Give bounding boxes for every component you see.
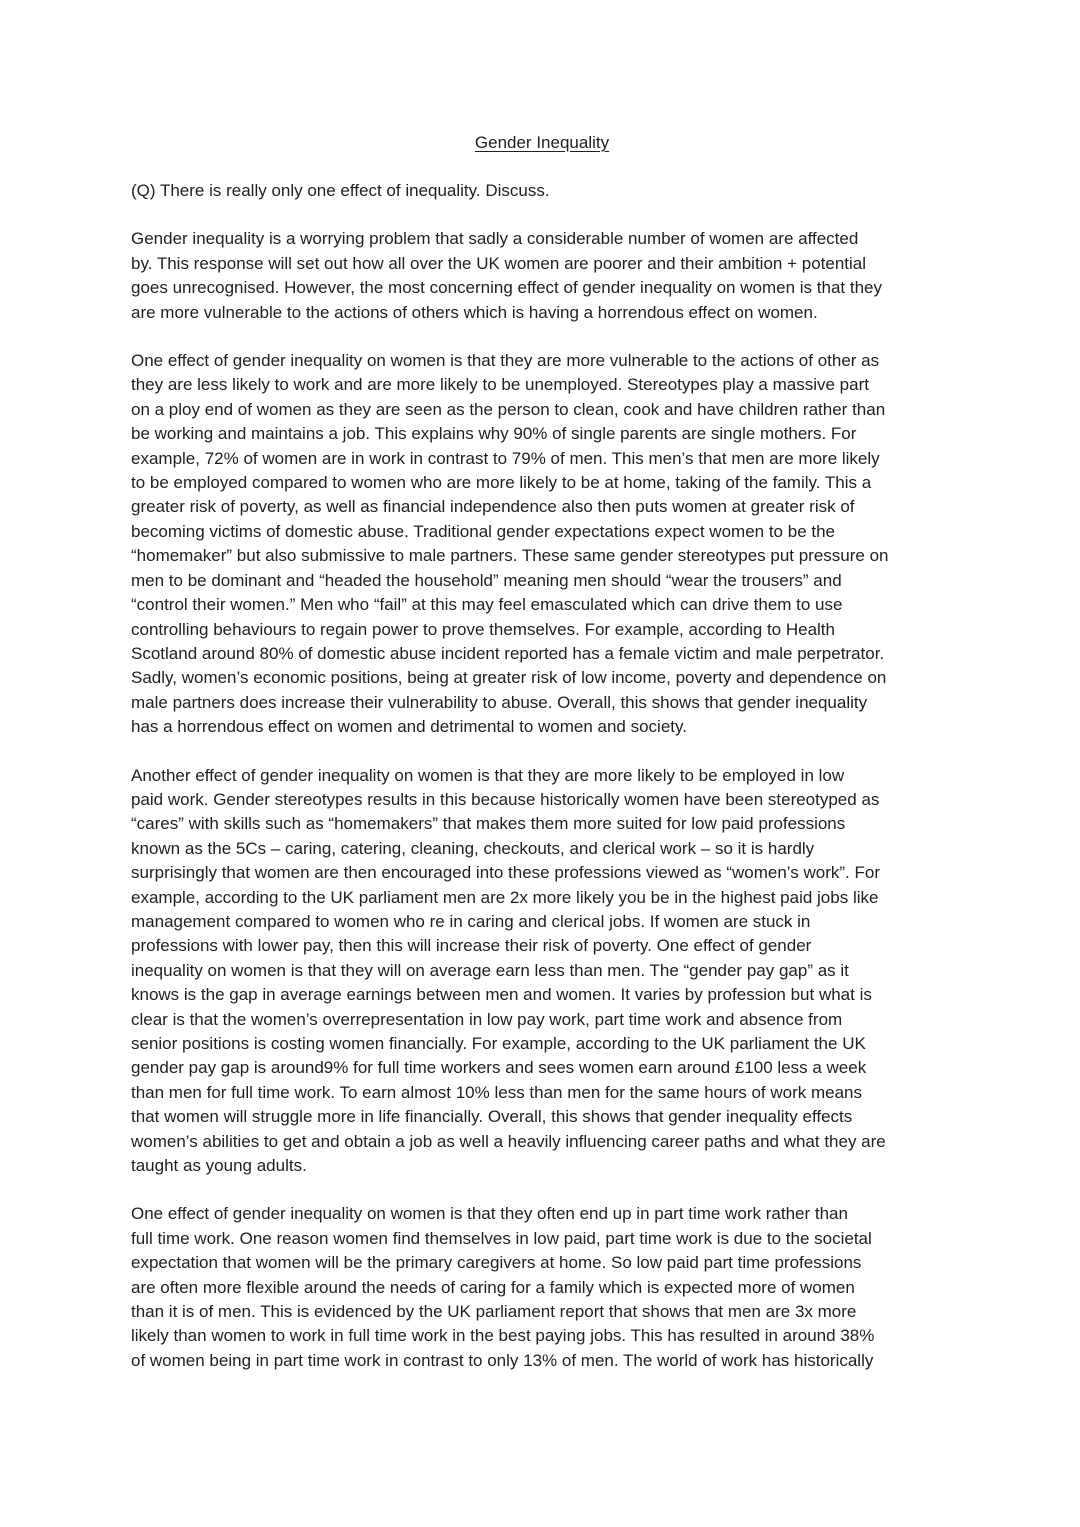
paragraph-line: expectation that women will be the primary caregivers at home. So low paid part time professions xyxy=(131,1253,862,1273)
paragraph-line: of women being in part time work in contrast to only 13% of men. The world of work has historically xyxy=(131,1350,874,1370)
essay-question: (Q) There is really only one effect of inequality. Discuss. xyxy=(131,181,550,200)
paragraph-line: on a ploy end of women as they are seen as the person to clean, cook and have children rather than xyxy=(131,399,886,419)
paragraph-line: taught as young adults. xyxy=(131,1156,307,1176)
paragraph-line: be working and maintains a job. This explains why 90% of single parents are single mothers. For xyxy=(131,424,857,444)
paragraph-line: becoming victims of domestic abuse. Traditional gender expectations expect women to be the xyxy=(131,521,835,541)
paragraph-line: goes unrecognised. However, the most concerning effect of gender inequality on women is that they xyxy=(131,278,882,298)
paragraph-line: Scotland around 80% of domestic abuse incident reported has a female victim and male perpetrator. xyxy=(131,643,885,663)
paragraph-line: known as the 5Cs – caring, catering, cleaning, checkouts, and clerical work – so it is hardly xyxy=(131,838,815,858)
paragraph-line: knows is the gap in average earnings between men and women. It varies by profession but what is xyxy=(131,985,872,1005)
paragraph-1 xyxy=(131,227,953,325)
paragraph-line: are more vulnerable to the actions of others which is having a horrendous effect on women. xyxy=(131,302,818,322)
document-body xyxy=(131,131,953,1397)
paragraph-line: One effect of gender inequality on women is that they often end up in part time work rather than xyxy=(131,1204,848,1224)
paragraph-line: has a horrendous effect on women and detrimental to women and society. xyxy=(131,717,687,737)
paragraph-line: men to be dominant and “headed the household” meaning men should “wear the trousers” and xyxy=(131,570,842,590)
paragraph-line: inequality on women is that they will on average earn less than men. The “gender pay gap” as it xyxy=(131,960,849,980)
paragraph-line: are often more flexible around the needs of caring for a family which is expected more of women xyxy=(131,1277,855,1297)
paragraph-line: that women will struggle more in life financially. Overall, this shows that gender inequality effects xyxy=(131,1107,853,1127)
paragraph-line: management compared to women who re in caring and clerical jobs. If women are stuck in xyxy=(131,911,811,931)
paragraph-line: controlling behaviours to regain power to prove themselves. For example, according to Health xyxy=(131,619,835,639)
paragraph-line: example, 72% of women are in work in contrast to 79% of men. This men’s that men are more likely xyxy=(131,448,880,468)
paragraph-line: male partners does increase their vulnerability to abuse. Overall, this shows that gender inequality xyxy=(131,692,868,712)
paragraph-line: paid work. Gender stereotypes results in this because historically women have been stereotyped as xyxy=(131,789,880,809)
paragraph-line: clear is that the women’s overrepresentation in low pay work, part time work and absence from xyxy=(131,1009,843,1029)
paragraph-4 xyxy=(131,1202,953,1373)
paragraph-line: senior positions is costing women financially. For example, according to the UK parliament the UK xyxy=(131,1034,866,1053)
essay-paragraphs xyxy=(131,227,953,1373)
paragraph-line: than men for full time work. To earn almost 10% less than men for the same hours of work means xyxy=(131,1082,863,1102)
paragraph-line: professions with lower pay, then this will increase their risk of poverty. One effect of gender xyxy=(131,936,812,956)
paragraph-line: surprisingly that women are then encouraged into these professions viewed as “women’s work”. For xyxy=(131,863,880,883)
paragraph-3 xyxy=(131,764,953,1179)
paragraph-line: women’s abilities to get and obtain a job as well a heavily influencing career paths and what they are xyxy=(131,1131,886,1151)
paragraph-line: gender pay gap is around9% for full time workers and sees women earn around £100 less a week xyxy=(131,1058,867,1078)
paragraph-line: “homemaker” but also submissive to male partners. These same gender stereotypes put pressure on xyxy=(131,546,889,566)
paragraph-line: Sadly, women’s economic positions, being at greater risk of low income, poverty and dependence on xyxy=(131,668,887,688)
paragraph-line: Gender inequality is a worrying problem that sadly a considerable number of women are affected xyxy=(131,229,859,249)
paragraph-line: to be employed compared to women who are more likely to be at home, taking of the family. This a xyxy=(131,473,872,493)
paragraph-line: than it is of men. This is evidenced by the UK parliament report that shows that men are 3x more xyxy=(131,1302,857,1322)
paragraph-line: full time work. One reason women find themselves in low paid, part time work is due to the societal xyxy=(131,1228,872,1248)
paragraph-2 xyxy=(131,349,953,740)
paragraph-line: Another effect of gender inequality on women is that they are more likely to be employed in low xyxy=(131,765,845,785)
paragraph-line: One effect of gender inequality on women is that they are more vulnerable to the actions of other as xyxy=(131,351,880,371)
paragraph-line: example, according to the UK parliament men are 2x more likely you be in the highest paid jobs like xyxy=(131,887,879,907)
document-title: Gender Inequality xyxy=(474,133,610,152)
paragraph-line: “cares” with skills such as “homemakers” that makes them more suited for low paid professions xyxy=(131,814,846,834)
paragraph-line: they are less likely to work and are more likely to be unemployed. Stereotypes play a massive part xyxy=(131,375,869,395)
paragraph-line: greater risk of poverty, as well as financial independence also then puts women at greater risk of xyxy=(131,497,855,517)
paragraph-line: likely than women to work in full time work in the best paying jobs. This has resulted in around 38% xyxy=(131,1326,875,1346)
paragraph-line: “control their women.” Men who “fail” at this may feel emasculated which can drive them to use xyxy=(131,595,843,615)
paragraph-line: by. This response will set out how all over the UK women are poorer and their ambition + potential xyxy=(131,253,867,273)
